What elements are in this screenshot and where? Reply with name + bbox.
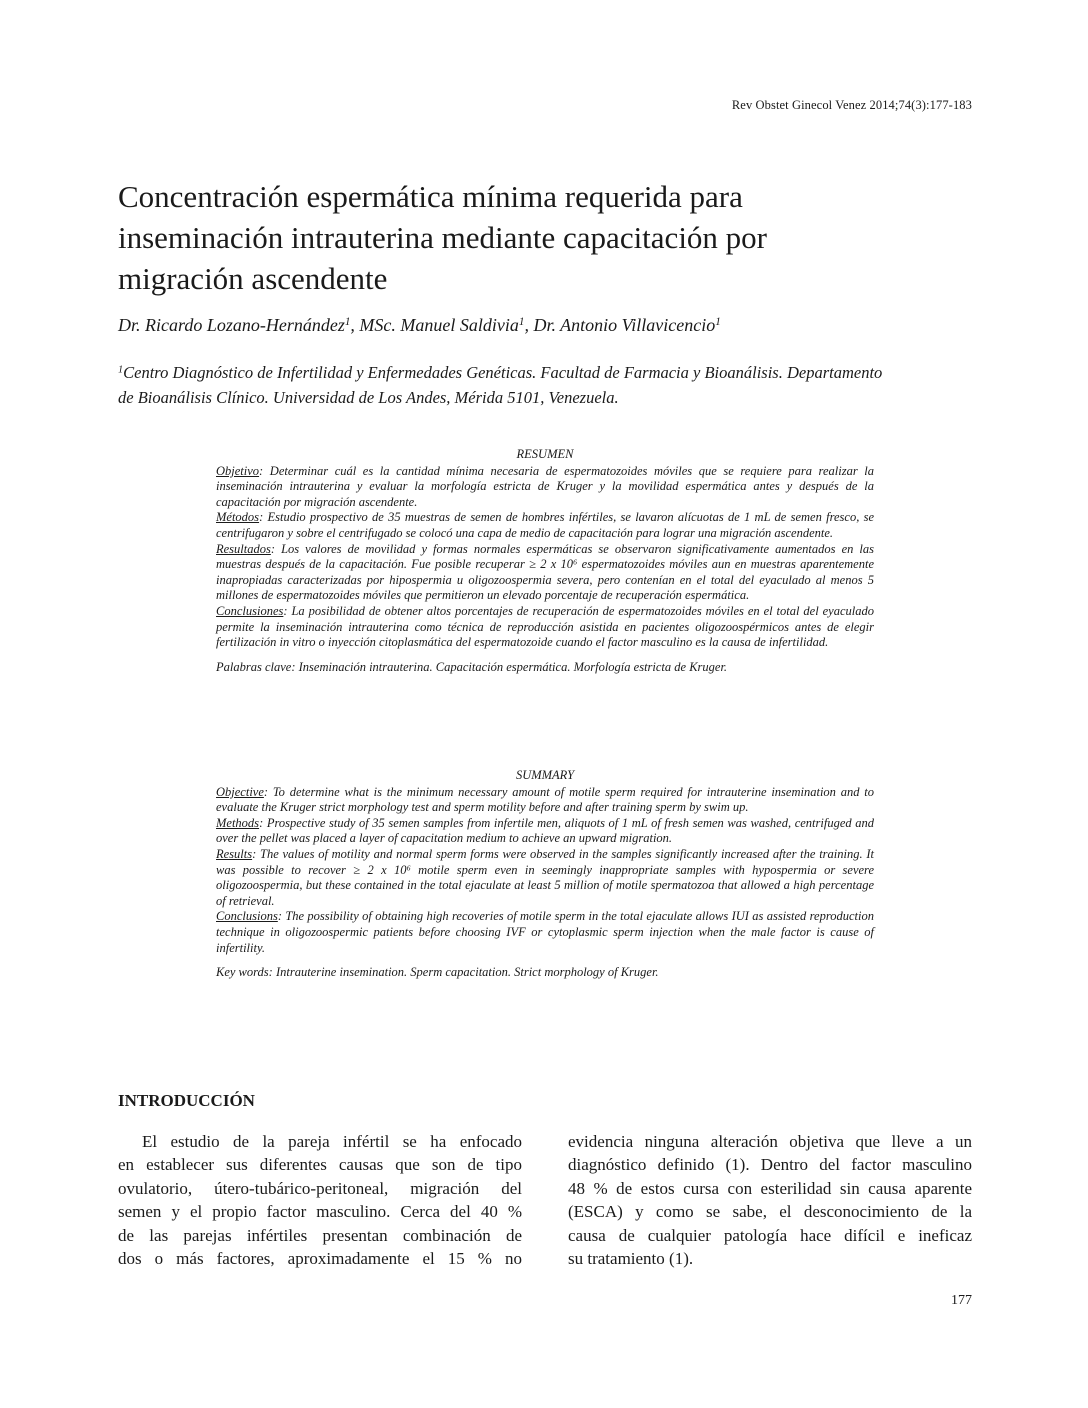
section-label: Results [216,846,253,861]
body-line: 48 % de estos cursa con esterilidad sin causa aparente [568,1178,972,1198]
body-line: ovulatorio, útero-tubárico-peritoneal, migración del [118,1178,522,1198]
abstract-section-results [216,847,874,909]
section-label: Conclusions [216,909,278,924]
affiliation-mark: 1 [118,364,124,376]
section-text: : La posibilidad de obtener altos porcentajes de recuperación de espermatozoides móviles en el total del eyaculado permite la inseminación intrauterina como técnica de reproducción asistida en pacientes oligozoospérmicos antes de elegir fertilización in vitro o inyección citoplasmática del espermatozoide cuando el factor masculino es la causa de infertilidad. [216,603,874,650]
section-label: Métodos [216,510,260,525]
abstract-section-conclusions [216,909,874,956]
body-line: en establecer sus diferentes causas que son de tipo [118,1155,522,1175]
author-name: Dr. Antonio Villavicencio [533,315,716,335]
section-label: Resultados [216,541,271,556]
section-text: : To determine what is the minimum necessary amount of motile sperm required for intrauterine insemination and to evaluate the Kruger strict morphology test and sperm motility before and after training sperm by swim up. [216,784,874,815]
section-label: Objetivo [216,463,260,478]
section-label: Methods [216,815,260,830]
body-column-right [568,1130,972,1270]
page-number: 177 [951,1293,972,1308]
section-text: : Prospective study of 35 semen samples from infertile men, aliquots of 1 mL of fresh semen was washed, centrifuged and over the pellet was placed a layer of capacitation medium to achieve an upward migration. [216,815,874,846]
abstract-section-methods [216,816,874,847]
body-line: dos o más factores, aproximadamente el 15 % no [118,1249,522,1269]
abstract-section-objective [216,785,874,816]
abstract-spanish [216,447,874,675]
author-name: MSc. Manuel Saldivia [359,315,519,335]
title-line: Concentración espermática mínima requerida para [118,179,743,214]
section-text: : Los valores de movilidad y formas normales espermáticas se observaron significativamente aumentados en las muestras después de la capacitación. Fue posible recuperar ≥ 2 x 10⁶ espermatozoides móviles aun en muestras aparentemente inapropiadas caracterizadas por hipospermia u oligozoospermia severa, pero contenían en el total del eyaculado al menos 5 millones de espermatozoides móviles que permitieron un elevado porcentaje de recuperación espermática. [216,541,874,603]
section-text: : Estudio prospectivo de 35 muestras de semen de hombres infértiles, se lavaron alícuotas de 1 mL de semen fresco, se centrifugaron y sobre el centrifugado se colocó una capa de medio de capacitación para lograr una migración ascendente. [216,510,874,540]
section-text: : The values of motility and normal sperm forms were observed in the samples significantly increased after the training. It was possible to recover ≥ 2 x 10⁶ motile sperm even in seemingly inappropriate samples with hypospermia or severe oligozoospermia, but these contained in the total ejaculate at least 5 million of motile spermatozoa that allowed a high percentage of retrieval. [216,846,874,908]
author-affiliation-mark: 1 [344,315,351,328]
section-label: Objective [216,784,264,799]
section-text: : The possibility of obtaining high recoveries of motile sperm in the total ejaculate allows IUI as assisted reproduction technique in oligozoospermic patients before choosing IVF or cytoplasmic sperm injection when the male factor is cause of infertility. [216,909,874,955]
abstract-english [216,768,874,981]
author-separator: , [524,315,534,335]
body-line: causa de cualquier patología hace difícil e ineficaz [568,1225,972,1245]
keywords: Palabras clave: Inseminación intrauterina. Capacitación espermática. Morfología estricta de Kruger. [216,659,728,674]
section-text: : Determinar cuál es la cantidad mínima necesaria de espermatozoides móviles que se requiere para realizar la inseminación intrauterina y evaluar la morfología estricta de Kruger y la movilidad espermática antes y después de la capacitación por migración ascendente. [216,463,874,509]
abstract-section-conclusions [216,604,874,651]
section-heading-introduction: INTRODUCCIÓN [118,1091,255,1110]
abstract-heading: SUMMARY [515,768,575,782]
author-list [118,315,721,336]
body-line: evidencia ninguna alteración objetiva que lleve a un [568,1132,972,1151]
body-line: de las parejas infértiles presentan combinación de [118,1225,522,1245]
body-line: diagnóstico definido (1). Dentro del factor masculino [568,1155,972,1175]
author-affiliation-mark: 1 [715,315,721,328]
author-affiliation-mark: 1 [518,315,525,328]
article-title [118,176,918,299]
body-line: su tratamiento (1). [568,1249,694,1269]
abstract-heading: RESUMEN [516,447,574,461]
title-line: migración ascendente [118,261,388,296]
author-separator: , [350,315,360,335]
body-line: El estudio de la pareja infértil se ha enfocado [142,1132,522,1151]
affiliation-line: de Bioanálisis Clínico. Universidad de Los Andes, Mérida 5101, Venezuela. [118,388,619,407]
affiliation-line: Centro Diagnóstico de Infertilidad y Enfermedades Genéticas. Facultad de Farmacia y Bioanálisis. Departamento [123,363,883,382]
body-column-left [118,1130,522,1270]
affiliation [118,360,978,410]
abstract-section-objective [216,464,874,511]
journal-reference: Rev Obstet Ginecol Venez 2014;74(3):177-183 [731,98,972,112]
abstract-section-results [216,542,874,604]
keywords: Key words: Intrauterine insemination. Sperm capacitation. Strict morphology of Kruger. [216,965,659,980]
body-line: (ESCA) y como se sabe, el desconocimiento de la [568,1202,972,1222]
section-label: Conclusiones [216,603,284,618]
title-line: inseminación intrauterina mediante capacitación por [118,220,768,255]
abstract-section-methods [216,510,874,541]
author-name: Dr. Ricardo Lozano-Hernández [118,315,345,335]
body-line: semen y el propio factor masculino. Cerca del 40 % [118,1202,522,1222]
